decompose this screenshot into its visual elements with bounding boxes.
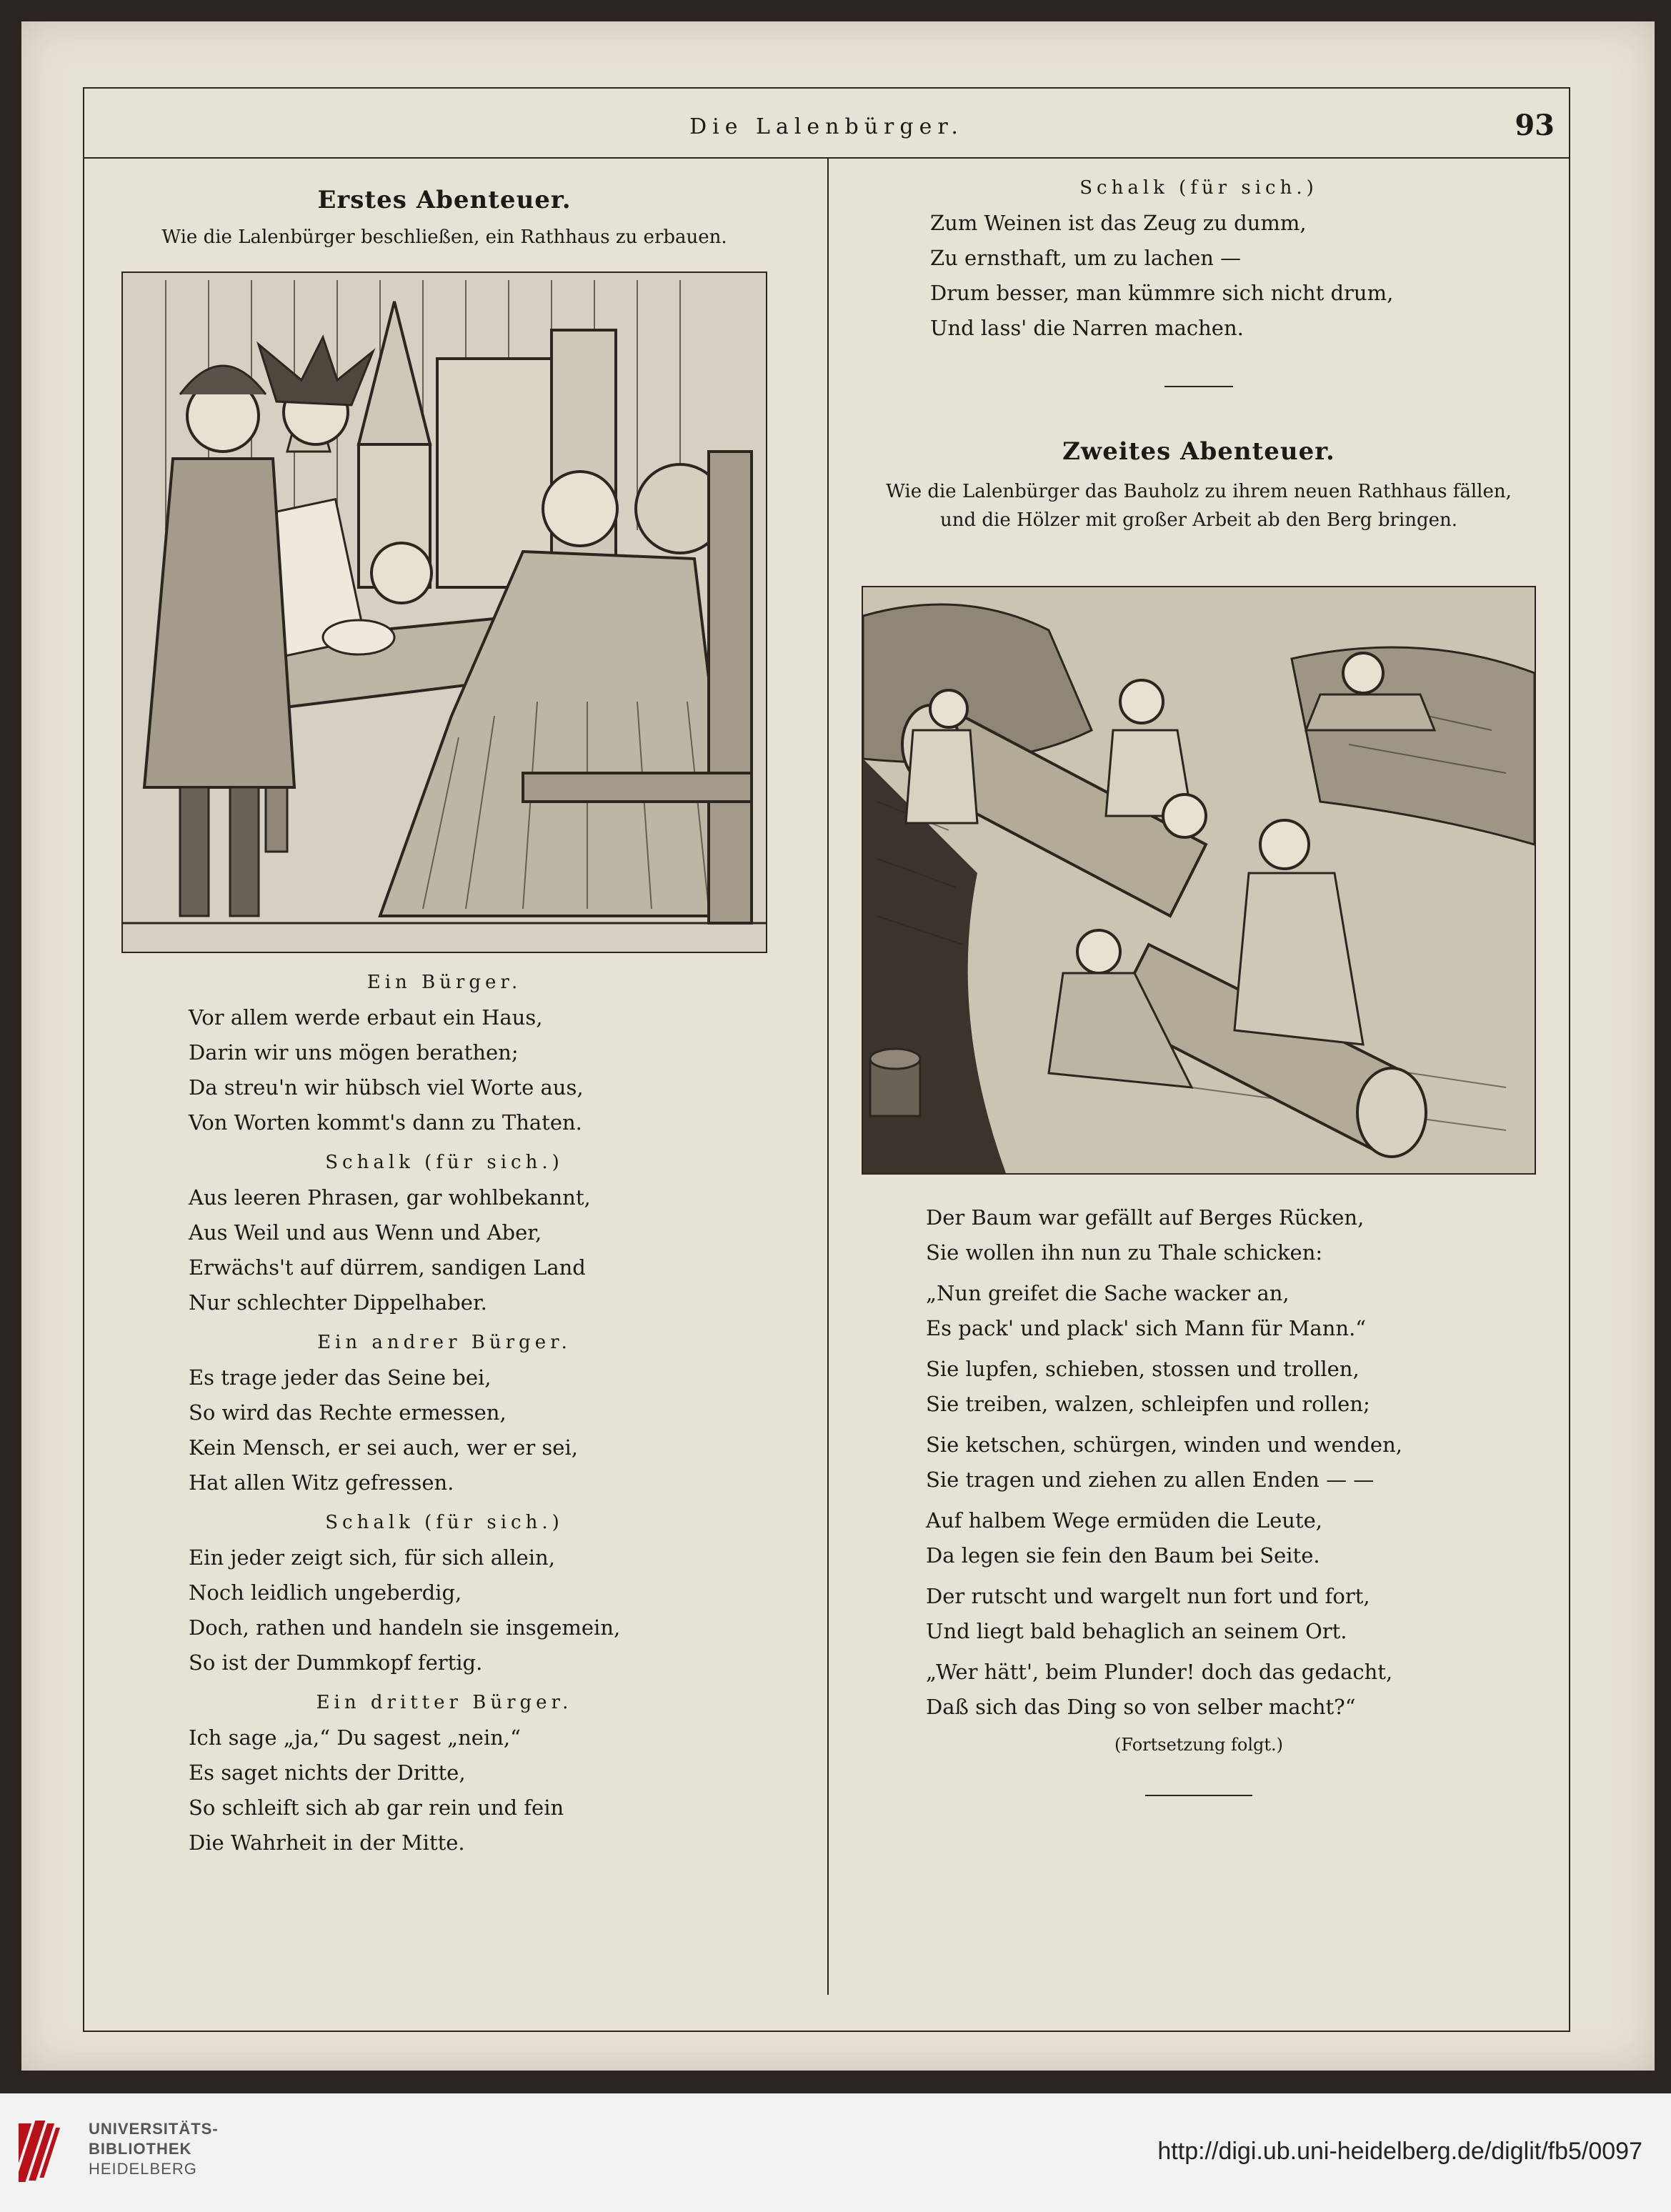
stanza [926, 1276, 1542, 1346]
stanza [926, 1579, 1542, 1649]
stanza [926, 1503, 1542, 1573]
chapter-title-first: Erstes Abenteuer. [317, 186, 572, 214]
verse-block-top [856, 177, 1542, 346]
woodcut-log-rolling-scene-icon [862, 586, 1536, 1175]
scanned-page [21, 21, 1655, 2071]
verse-line: Aus leeren Phrasen, gar wohlbekannt, [189, 1185, 591, 1210]
verse-line: Hat allen Witz gefressen. [189, 1470, 454, 1495]
poem-stanzas [856, 1200, 1542, 1725]
verse-line: Da streu'n wir hübsch viel Worte aus, [189, 1075, 584, 1100]
verse-line: Und liegt bald behaglich an seinem Ort. [926, 1619, 1347, 1643]
verse-block-2 [101, 1152, 787, 1320]
speaker-label: Ein dritter Bürger. [316, 1692, 573, 1713]
page-number: 93 [1515, 109, 1555, 142]
running-head: Die Lalenbürger. [689, 114, 964, 139]
verse-line: Erwächs't auf dürrem, sandigen Land [189, 1255, 586, 1280]
verse-line: Sie lupfen, schieben, stossen und trollen, [926, 1357, 1360, 1381]
stanza [926, 1200, 1542, 1270]
verse-block-3 [101, 1332, 787, 1500]
library-name-line: HEIDELBERG [89, 2160, 197, 2178]
verse-line: Und lass' die Narren machen. [930, 316, 1244, 340]
chapter-title-second: Zweites Abenteuer. [1062, 437, 1335, 466]
page-frame [83, 87, 1570, 2032]
column-divider [827, 157, 829, 1995]
verse-line: Kein Mensch, er sei auch, wer er sei, [189, 1435, 578, 1460]
verse-line: Die Wahrheit in der Mitte. [189, 1830, 465, 1855]
chapter-subtitle-first: Wie die Lalenbürger beschließen, ein Rathhaus zu erbauen. [161, 226, 727, 248]
verse-line: Von Worten kommt's dann zu Thaten. [189, 1110, 582, 1135]
speaker-label: Ein andrer Bürger. [317, 1332, 572, 1353]
verse-line: Daß sich das Ding so von selber macht?“ [926, 1695, 1356, 1719]
stanza [926, 1428, 1542, 1498]
verse-line: So schleift sich ab gar rein und fein [189, 1795, 564, 1820]
verse-line: So ist der Dummkopf fertig. [189, 1650, 483, 1675]
library-name[interactable] [89, 2119, 219, 2179]
verse-line: Doch, rathen und handeln sie insgemein, [189, 1615, 621, 1640]
verse-line: Noch leidlich ungeberdig, [189, 1580, 462, 1605]
header-rule [84, 157, 1569, 159]
verse-line: Es pack' und plack' sich Mann für Mann.“ [926, 1316, 1367, 1340]
woodcut-council-scene-icon [121, 271, 767, 953]
verse-line: Sie tragen und ziehen zu allen Enden — — [926, 1468, 1375, 1492]
verse-line: Sie wollen ihn nun zu Thale schicken: [926, 1240, 1323, 1265]
end-rule [1145, 1795, 1252, 1796]
speaker-label: Schalk (für sich.) [325, 1152, 564, 1173]
speaker-label: Ein Bürger. [366, 972, 522, 993]
permalink-url[interactable]: http://digi.ub.uni-heidelberg.de/diglit/fb5/0097 [1157, 2138, 1642, 2165]
verse-line: Da legen sie fein den Baum bei Seite. [926, 1543, 1320, 1568]
speaker-label: Schalk (für sich.) [325, 1512, 564, 1533]
left-column [101, 167, 787, 1860]
library-name-line: UNIVERSITÄTS- [89, 2120, 219, 2138]
verse-block-5 [101, 1692, 787, 1860]
subtitle-line: und die Hölzer mit großer Arbeit ab den Berg bringen. [939, 509, 1457, 531]
verse-line: Drum besser, man kümmre sich nicht drum, [930, 281, 1394, 305]
viewer-footer [0, 2093, 1671, 2212]
verse-line: „Nun greifet die Sache wacker an, [926, 1281, 1290, 1305]
stanza [926, 1655, 1542, 1725]
verse-line: Der Baum war gefällt auf Berges Rücken, [926, 1205, 1365, 1230]
library-logo-icon[interactable] [19, 2115, 79, 2189]
verse-line: Nur schlechter Dippelhaber. [189, 1290, 487, 1315]
right-column [856, 167, 1542, 1796]
verse-line: Zum Weinen ist das Zeug zu dumm, [930, 211, 1307, 235]
verse-block-1 [101, 972, 787, 1140]
verse-line: So wird das Rechte ermessen, [189, 1400, 507, 1425]
speaker-label: Schalk (für sich.) [1079, 177, 1318, 199]
verse-line: Sie treiben, walzen, schleipfen und rollen; [926, 1392, 1370, 1416]
verse-line: Ich sage „ja,“ Du sagest „nein,“ [189, 1725, 521, 1750]
verse-block-4 [101, 1512, 787, 1680]
verse-line: Auf halbem Wege ermüden die Leute, [926, 1508, 1322, 1533]
verse-line: Ein jeder zeigt sich, für sich allein, [189, 1545, 555, 1570]
verse-line: Vor allem werde erbaut ein Haus, [189, 1005, 543, 1030]
chapter-subtitle-second [856, 477, 1542, 534]
continued-note: (Fortsetzung folgt.) [1114, 1735, 1283, 1755]
verse-line: Darin wir uns mögen berathen; [189, 1040, 519, 1065]
verse-line: Aus Weil und aus Wenn und Aber, [189, 1220, 542, 1245]
verse-line: Sie ketschen, schürgen, winden und wenden, [926, 1433, 1402, 1457]
verse-line: Der rutscht und wargelt nun fort und fort, [926, 1584, 1370, 1608]
subtitle-line: Wie die Lalenbürger das Bauholz zu ihrem neuen Rathhaus fällen, [886, 481, 1512, 502]
verse-line: Es trage jeder das Seine bei, [189, 1365, 492, 1390]
verse-line: Zu ernsthaft, um zu lachen — [930, 246, 1242, 270]
verse-line: Es saget nichts der Dritte, [189, 1760, 466, 1785]
stanza [926, 1352, 1542, 1422]
library-name-line: BIBLIOTHEK [89, 2140, 192, 2158]
verse-line: „Wer hätt', beim Plunder! doch das gedacht, [926, 1660, 1393, 1684]
section-rule [1164, 386, 1233, 387]
